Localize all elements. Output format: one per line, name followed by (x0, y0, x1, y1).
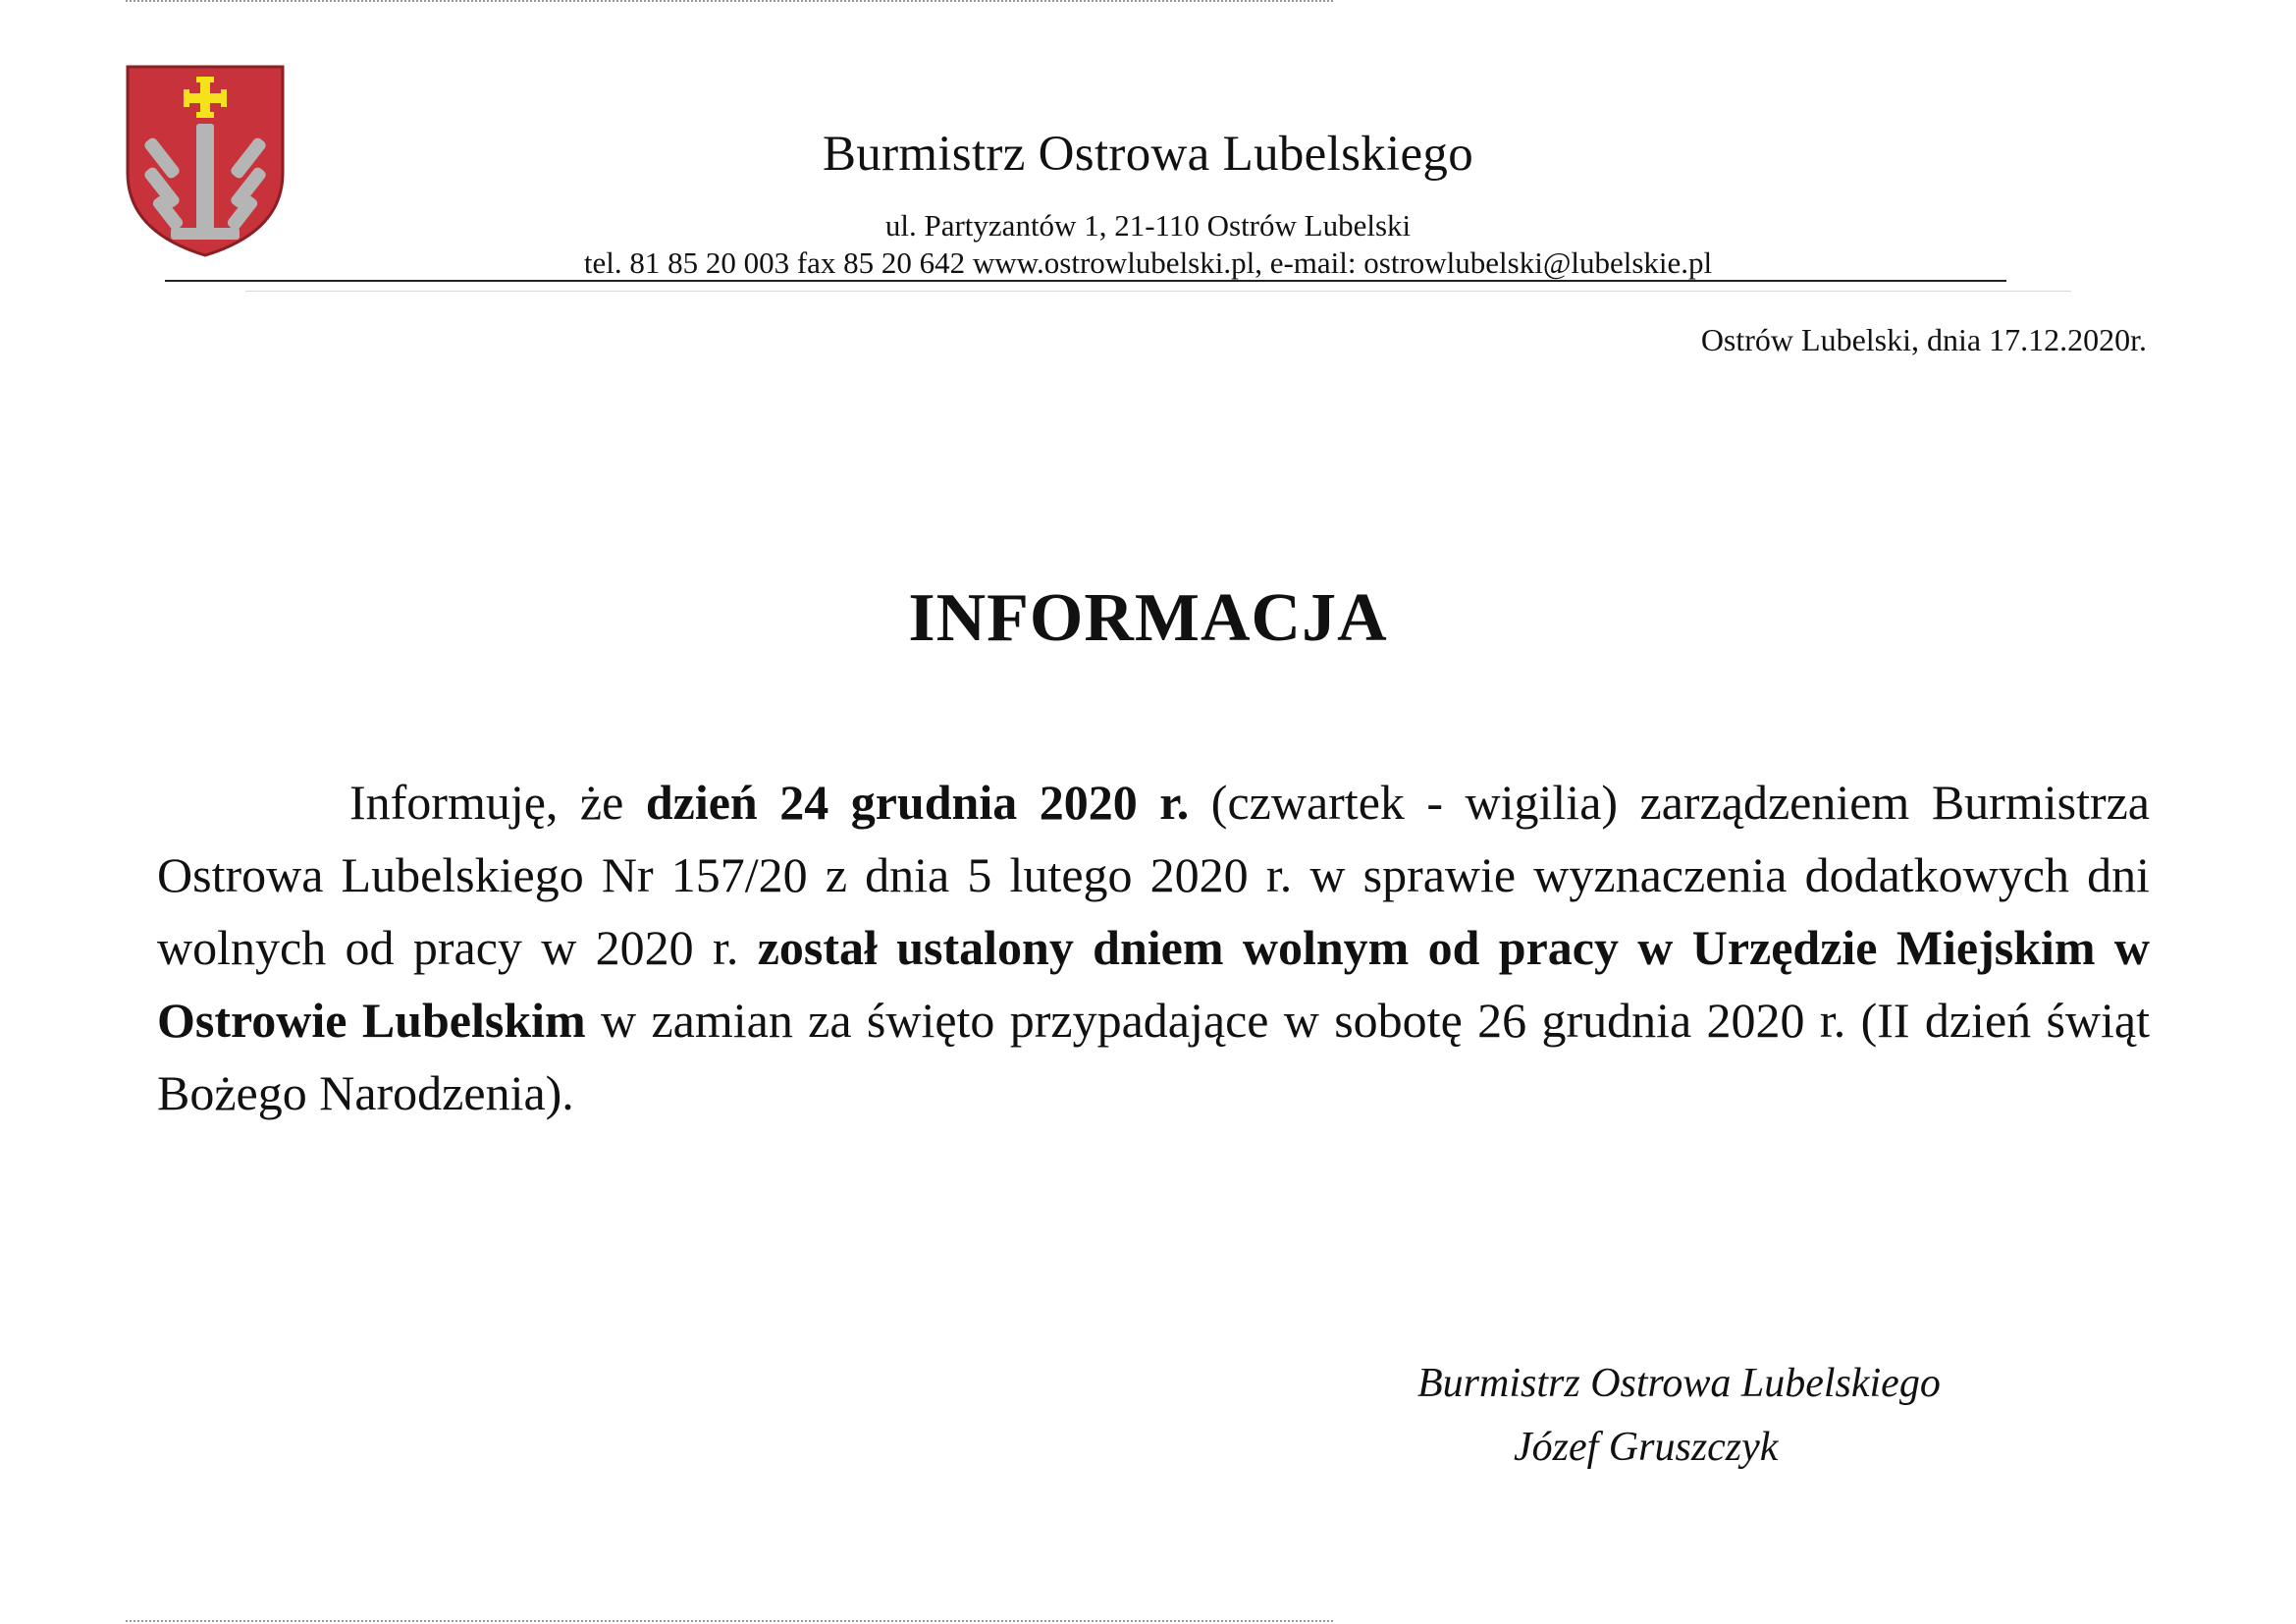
body-text-3: w zamian za święto przypadające w sobotę 26 grudnia 2020 r. (II dzień świąt Bożego Narodzenia). (157, 993, 2151, 1120)
document-date: Ostrów Lubelski, dnia 17.12.2020r. (1700, 322, 2147, 357)
signature-role: Burmistrz Ostrowa Lubelskiego (1417, 1361, 1941, 1406)
body-text-1: Informuję, że (349, 775, 646, 830)
body-text-bold-date: dzień 24 grudnia 2020 r. (645, 775, 1190, 830)
top-page-border (126, 0, 1333, 2)
signature-name: Józef Gruszczyk (1514, 1425, 1779, 1470)
document-title: INFORMACJA (908, 580, 1388, 656)
letterhead-title: Burmistrz Ostrowa Lubelskiego (822, 127, 1474, 182)
document-body-paragraph (157, 766, 2150, 1129)
letterhead-address: ul. Partyzantów 1, 21-110 Ostrów Lubelski (884, 208, 1412, 243)
letterhead-contact: tel. 81 85 20 003 fax 85 20 642 www.ostrowlubelski.pl, e-mail: ostrowlubelski@lubelskie.pl (583, 245, 1713, 280)
body-text-2: (czwartek - wigilia) zarządzeniem Burmistrza Ostrowa Lubelskiego Nr 157/20 z dnia 5 lutego 2020 r. w sprawie wyznaczenia dodatkowych dni wolnych od pracy w 2020 r. (157, 775, 2150, 975)
body-text-bold-decision: został ustalony dniem wolnym od pracy w Urzędzie Miejskim w Ostrowie Lubelskim (157, 920, 2150, 1048)
letterhead-rule (165, 280, 2006, 282)
letterhead-rule-shadow (245, 291, 2071, 292)
bottom-page-border (126, 1620, 1333, 1622)
